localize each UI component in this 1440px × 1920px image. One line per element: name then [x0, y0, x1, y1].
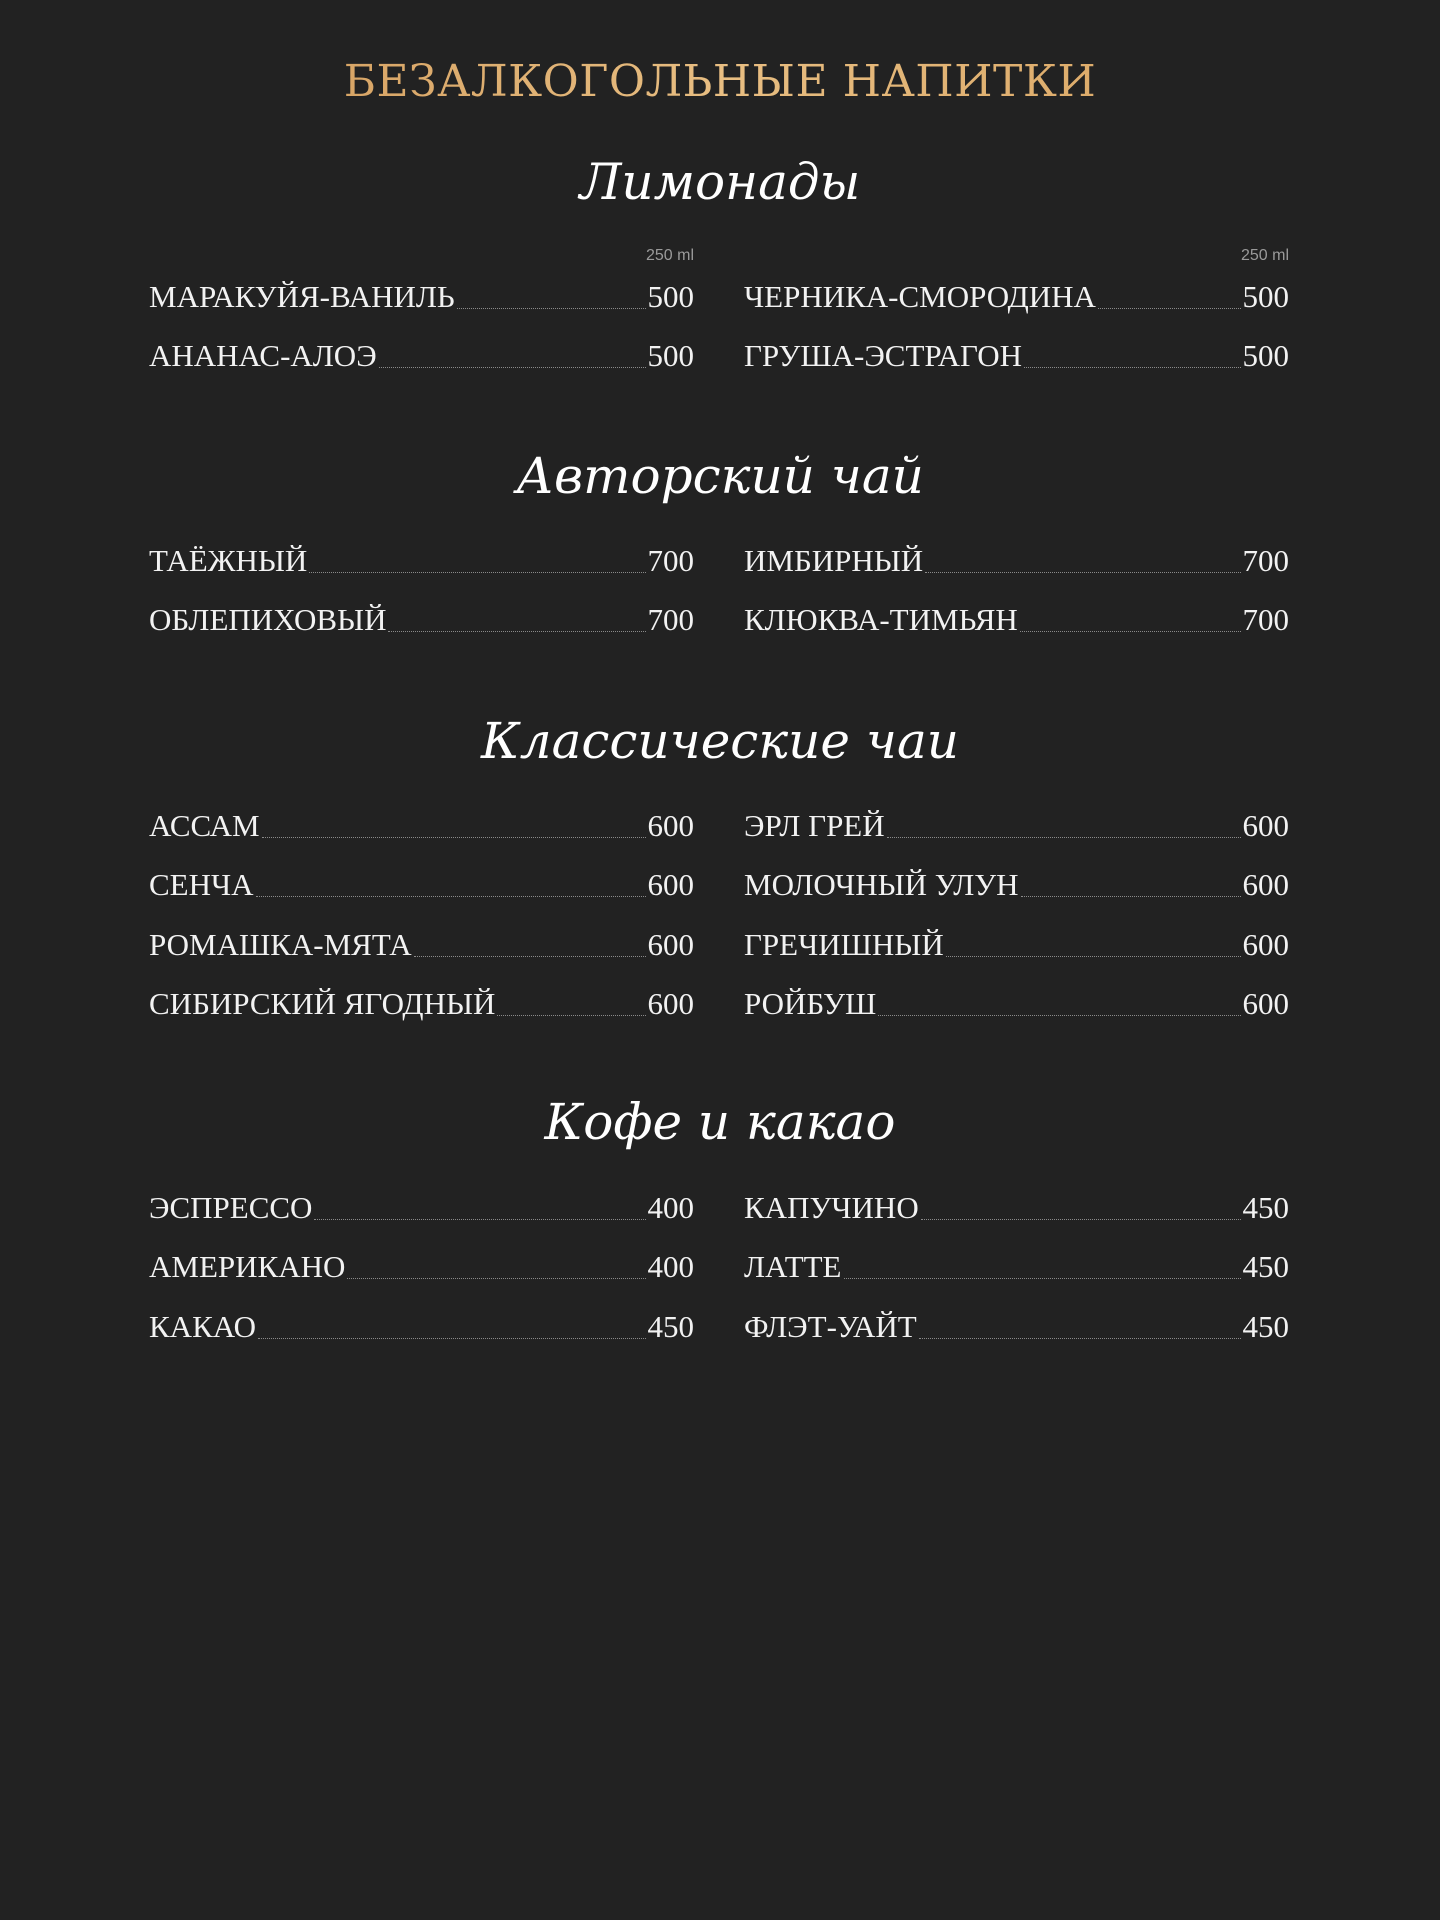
menu-item	[744, 543, 1289, 602]
menu-item	[744, 1309, 1289, 1368]
menu-item	[744, 808, 1289, 867]
menu-item	[149, 1249, 694, 1308]
dot-leader	[309, 572, 645, 573]
item-price: 500	[647, 338, 694, 374]
item-price: 600	[647, 808, 694, 843]
lemonades-right-column	[744, 247, 1289, 398]
item-price: 600	[647, 926, 694, 962]
menu-item	[744, 1249, 1289, 1308]
item-price: 450	[647, 1308, 694, 1344]
dot-leader	[878, 1015, 1240, 1016]
item-price: 450	[1242, 1190, 1289, 1225]
dot-leader	[1020, 631, 1241, 632]
signature-tea-right-column	[744, 543, 1289, 662]
item-price: 600	[647, 985, 694, 1021]
dot-leader	[314, 1219, 645, 1220]
section-title-coffee-cocoa: Кофе и какао	[544, 1093, 896, 1151]
dot-leader	[388, 631, 645, 632]
item-price: 700	[1242, 543, 1289, 578]
menu-item	[744, 602, 1289, 661]
dot-leader	[457, 308, 646, 309]
dot-leader	[1098, 308, 1241, 309]
menu-item	[744, 279, 1289, 338]
item-price: 500	[1242, 338, 1289, 374]
item-price: 700	[647, 543, 694, 578]
menu-item	[149, 279, 694, 338]
coffee-left-column	[149, 1190, 694, 1368]
menu-item	[149, 1190, 694, 1249]
item-name: КЛЮКВА-ТИМЬЯН	[744, 602, 1018, 638]
item-name: ЛАТТЕ	[744, 1249, 842, 1285]
item-name: ГРУША-ЭСТРАГОН	[744, 338, 1022, 374]
section-title-signature-tea: Авторский чай	[516, 447, 924, 505]
item-price: 450	[1242, 1308, 1289, 1344]
menu-item	[149, 986, 694, 1045]
item-name: ОБЛЕПИХОВЫЙ	[149, 602, 387, 638]
item-name: МАРАКУЙЯ-ВАНИЛЬ	[149, 279, 455, 314]
menu-item	[744, 338, 1289, 397]
item-price: 600	[1242, 867, 1289, 903]
item-name: СИБИРСКИЙ ЯГОДНЫЙ	[149, 985, 496, 1021]
section-title-lemonades: Лимонады	[579, 153, 861, 211]
menu-item	[149, 338, 694, 397]
signature-tea-left-column	[149, 543, 694, 662]
dot-leader	[497, 1015, 645, 1016]
item-name: РОМАШКА-МЯТА	[149, 926, 412, 962]
dot-leader	[256, 896, 646, 897]
lemonades-left-column	[149, 247, 694, 398]
item-price: 400	[647, 1249, 694, 1285]
dot-leader	[1024, 367, 1241, 368]
menu-item	[744, 867, 1289, 926]
item-name: РОЙБУШ	[744, 985, 877, 1021]
item-price: 600	[647, 867, 694, 903]
dot-leader	[946, 956, 1241, 957]
menu-item	[744, 986, 1289, 1045]
item-name: ФЛЭТ-УАЙТ	[744, 1308, 917, 1344]
page-title: БЕЗАЛКОГОЛЬНЫЕ НАПИТКИ	[0, 52, 1440, 112]
coffee-right-column	[744, 1190, 1289, 1368]
item-name: ГРЕЧИШНЫЙ	[744, 926, 944, 962]
classic-teas-left-column	[149, 808, 694, 1045]
dot-leader	[262, 837, 646, 838]
item-price: 500	[1242, 279, 1289, 314]
item-price: 500	[647, 279, 694, 314]
item-name: ЧЕРНИКА-СМОРОДИНА	[744, 279, 1096, 314]
item-name: ИМБИРНЫЙ	[744, 543, 924, 578]
volume-label: 250 ml	[1240, 247, 1289, 264]
item-name: ТАЁЖНЫЙ	[149, 543, 308, 578]
menu-item	[149, 602, 694, 661]
dot-leader	[414, 956, 646, 957]
dot-leader	[919, 1338, 1241, 1339]
menu-item	[149, 1309, 694, 1368]
item-name: АНАНАС-АЛОЭ	[149, 338, 377, 374]
item-price: 600	[1242, 808, 1289, 843]
item-price: 450	[1242, 1249, 1289, 1285]
dot-leader	[921, 1219, 1241, 1220]
dot-leader	[258, 1338, 646, 1339]
item-price: 700	[1242, 602, 1289, 638]
item-price: 600	[1242, 985, 1289, 1021]
menu-item	[149, 867, 694, 926]
menu-item	[149, 927, 694, 986]
section-title-classic-teas: Классические чаи	[481, 712, 959, 770]
menu-item	[149, 543, 694, 602]
menu-item	[744, 927, 1289, 986]
item-name: СЕНЧА	[149, 867, 254, 903]
volume-label: 250 ml	[645, 247, 694, 264]
item-price: 600	[1242, 926, 1289, 962]
item-price: 400	[647, 1190, 694, 1225]
dot-leader	[925, 572, 1240, 573]
dot-leader	[379, 367, 646, 368]
item-name: КАПУЧИНО	[744, 1190, 919, 1225]
dot-leader	[887, 837, 1241, 838]
dot-leader	[1021, 896, 1241, 897]
item-name: АССАМ	[149, 808, 260, 843]
classic-teas-right-column	[744, 808, 1289, 1045]
dot-leader	[844, 1278, 1241, 1279]
menu-item	[744, 1190, 1289, 1249]
item-name: ЭСПРЕССО	[149, 1190, 313, 1225]
dot-leader	[347, 1278, 645, 1279]
item-name: ЭРЛ ГРЕЙ	[744, 808, 885, 843]
item-name: МОЛОЧНЫЙ УЛУН	[744, 867, 1019, 903]
item-name: КАКАО	[149, 1308, 256, 1344]
item-price: 700	[647, 602, 694, 638]
item-name: АМЕРИКАНО	[149, 1249, 346, 1285]
menu-item	[149, 808, 694, 867]
